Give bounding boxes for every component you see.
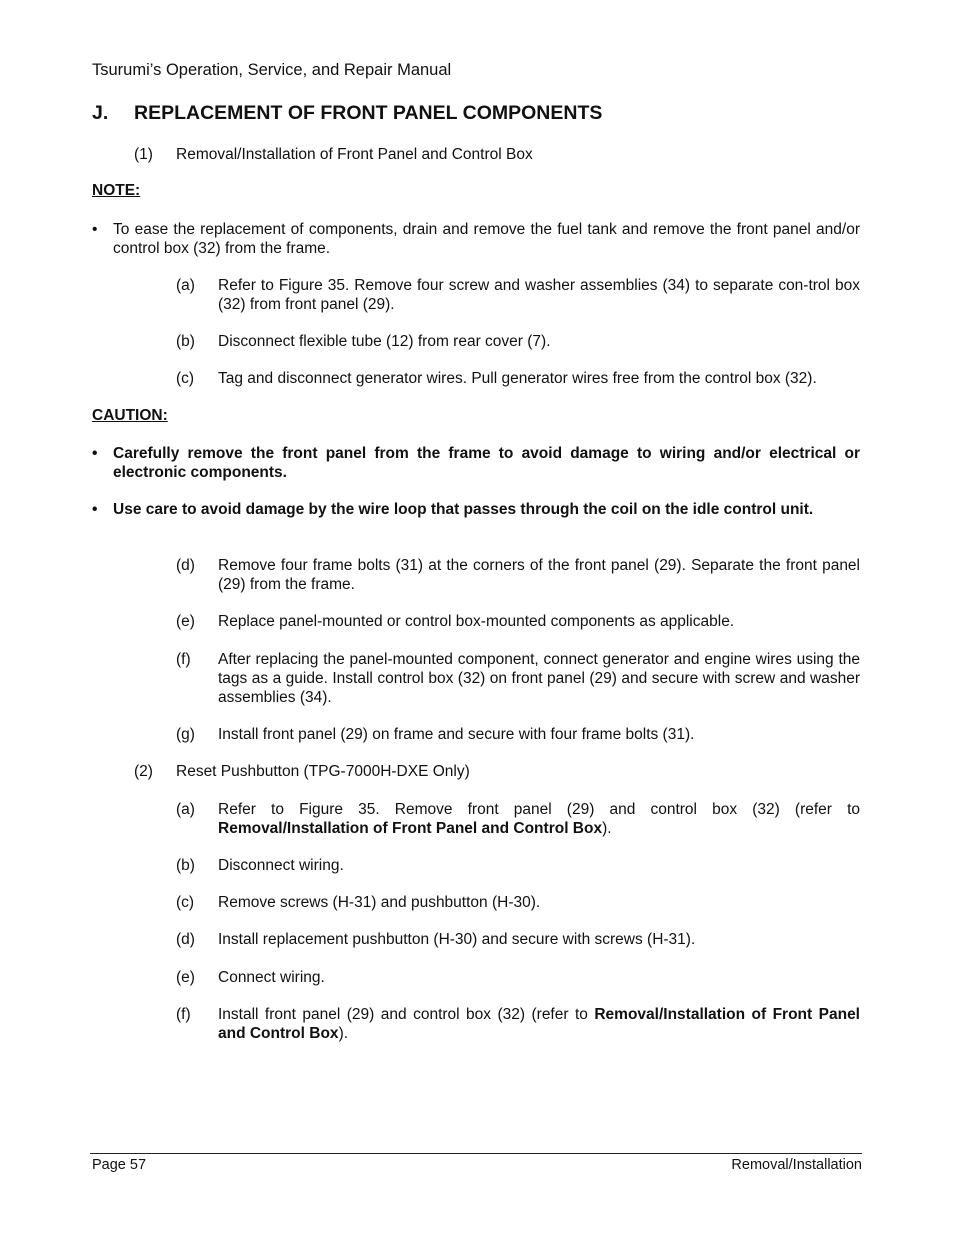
section-title: REPLACEMENT OF FRONT PANEL COMPONENTS bbox=[134, 102, 603, 124]
step-number: (e) bbox=[176, 613, 195, 630]
caution-text: Use care to avoid damage by the wire loop that passes through the coil on the idle control unit. bbox=[113, 501, 814, 518]
step-number: (d) bbox=[176, 931, 195, 948]
section-heading bbox=[92, 102, 602, 125]
step-number: (a) bbox=[176, 801, 195, 818]
step-text: Disconnect wiring. bbox=[218, 857, 344, 874]
subsection-1-title: Removal/Installation of Front Panel and Control Box bbox=[176, 146, 533, 163]
footer-divider bbox=[90, 1153, 862, 1154]
step-text: Remove screws (H-31) and pushbutton (H-30). bbox=[218, 894, 541, 911]
subsection-2-title: Reset Pushbutton (TPG-7000H-DXE Only) bbox=[176, 763, 470, 780]
note-label: NOTE: bbox=[92, 182, 141, 199]
footer-section-name: Removal/Installation bbox=[731, 1157, 862, 1173]
subsection-1-number: (1) bbox=[134, 146, 153, 163]
step-text-pre: Refer to Figure 35. Remove front panel (29) and control box (32) (refer to bbox=[218, 801, 860, 818]
step-text bbox=[218, 800, 860, 838]
step-text: Remove four frame bolts (31) at the corners of the front panel (29). Separate the front panel (29) from the frame. bbox=[218, 557, 860, 593]
step-text-post: ). bbox=[602, 820, 612, 837]
step-text-post: ). bbox=[338, 1025, 349, 1042]
step-number: (g) bbox=[176, 726, 195, 743]
step-text bbox=[218, 1005, 860, 1043]
step-text-reference: Removal/Installation of Front Panel and Control Box bbox=[218, 1006, 860, 1042]
note-bullet: • bbox=[92, 221, 98, 238]
step-number: (c) bbox=[176, 894, 195, 911]
step-number: (f) bbox=[176, 651, 191, 668]
step-text: Tag and disconnect generator wires. Pull generator wires free from the control box (32). bbox=[218, 370, 817, 387]
step-text: Refer to Figure 35. Remove four screw and washer assemblies (34) to separate con-trol box (32) from front panel (29). bbox=[218, 277, 860, 313]
document-title: Tsurumi’s Operation, Service, and Repair Manual bbox=[92, 61, 452, 79]
step-number: (c) bbox=[176, 370, 195, 387]
caution-label: CAUTION: bbox=[92, 407, 168, 424]
step-text: Replace panel-mounted or control box-mounted components as applicable. bbox=[218, 613, 735, 630]
page-number: Page 57 bbox=[92, 1157, 147, 1173]
step-number: (f) bbox=[176, 1006, 191, 1023]
step-text: After replacing the panel-mounted component, connect generator and engine wires using the tags as a guide. Install control box (32) on front panel (29) and secure with screw and washer assemblies (34). bbox=[218, 651, 860, 706]
step-text: Disconnect flexible tube (12) from rear cover (7). bbox=[218, 333, 551, 350]
note-text: To ease the replacement of components, drain and remove the fuel tank and remove the front panel and/or control box (32) from the frame. bbox=[113, 221, 860, 257]
step-number: (b) bbox=[176, 857, 195, 874]
step-number: (a) bbox=[176, 277, 195, 294]
step-number: (d) bbox=[176, 557, 195, 574]
step-text-reference: Removal/Installation of Front Panel and Control Box bbox=[218, 820, 603, 837]
caution-text: Carefully remove the front panel from the frame to avoid damage to wiring and/or electrical or electronic components. bbox=[113, 445, 860, 481]
step-text: Connect wiring. bbox=[218, 969, 325, 986]
step-number: (e) bbox=[176, 969, 195, 986]
step-text: Install front panel (29) on frame and secure with four frame bolts (31). bbox=[218, 726, 695, 743]
subsection-2-number: (2) bbox=[134, 763, 153, 780]
caution-bullet: • bbox=[92, 501, 98, 518]
step-number: (b) bbox=[176, 333, 195, 350]
step-text-pre: Install front panel (29) and control box (32) (refer to bbox=[218, 1006, 595, 1023]
step-text: Install replacement pushbutton (H-30) and secure with screws (H-31). bbox=[218, 931, 696, 948]
section-letter: J. bbox=[92, 102, 109, 124]
caution-bullet: • bbox=[92, 445, 98, 462]
